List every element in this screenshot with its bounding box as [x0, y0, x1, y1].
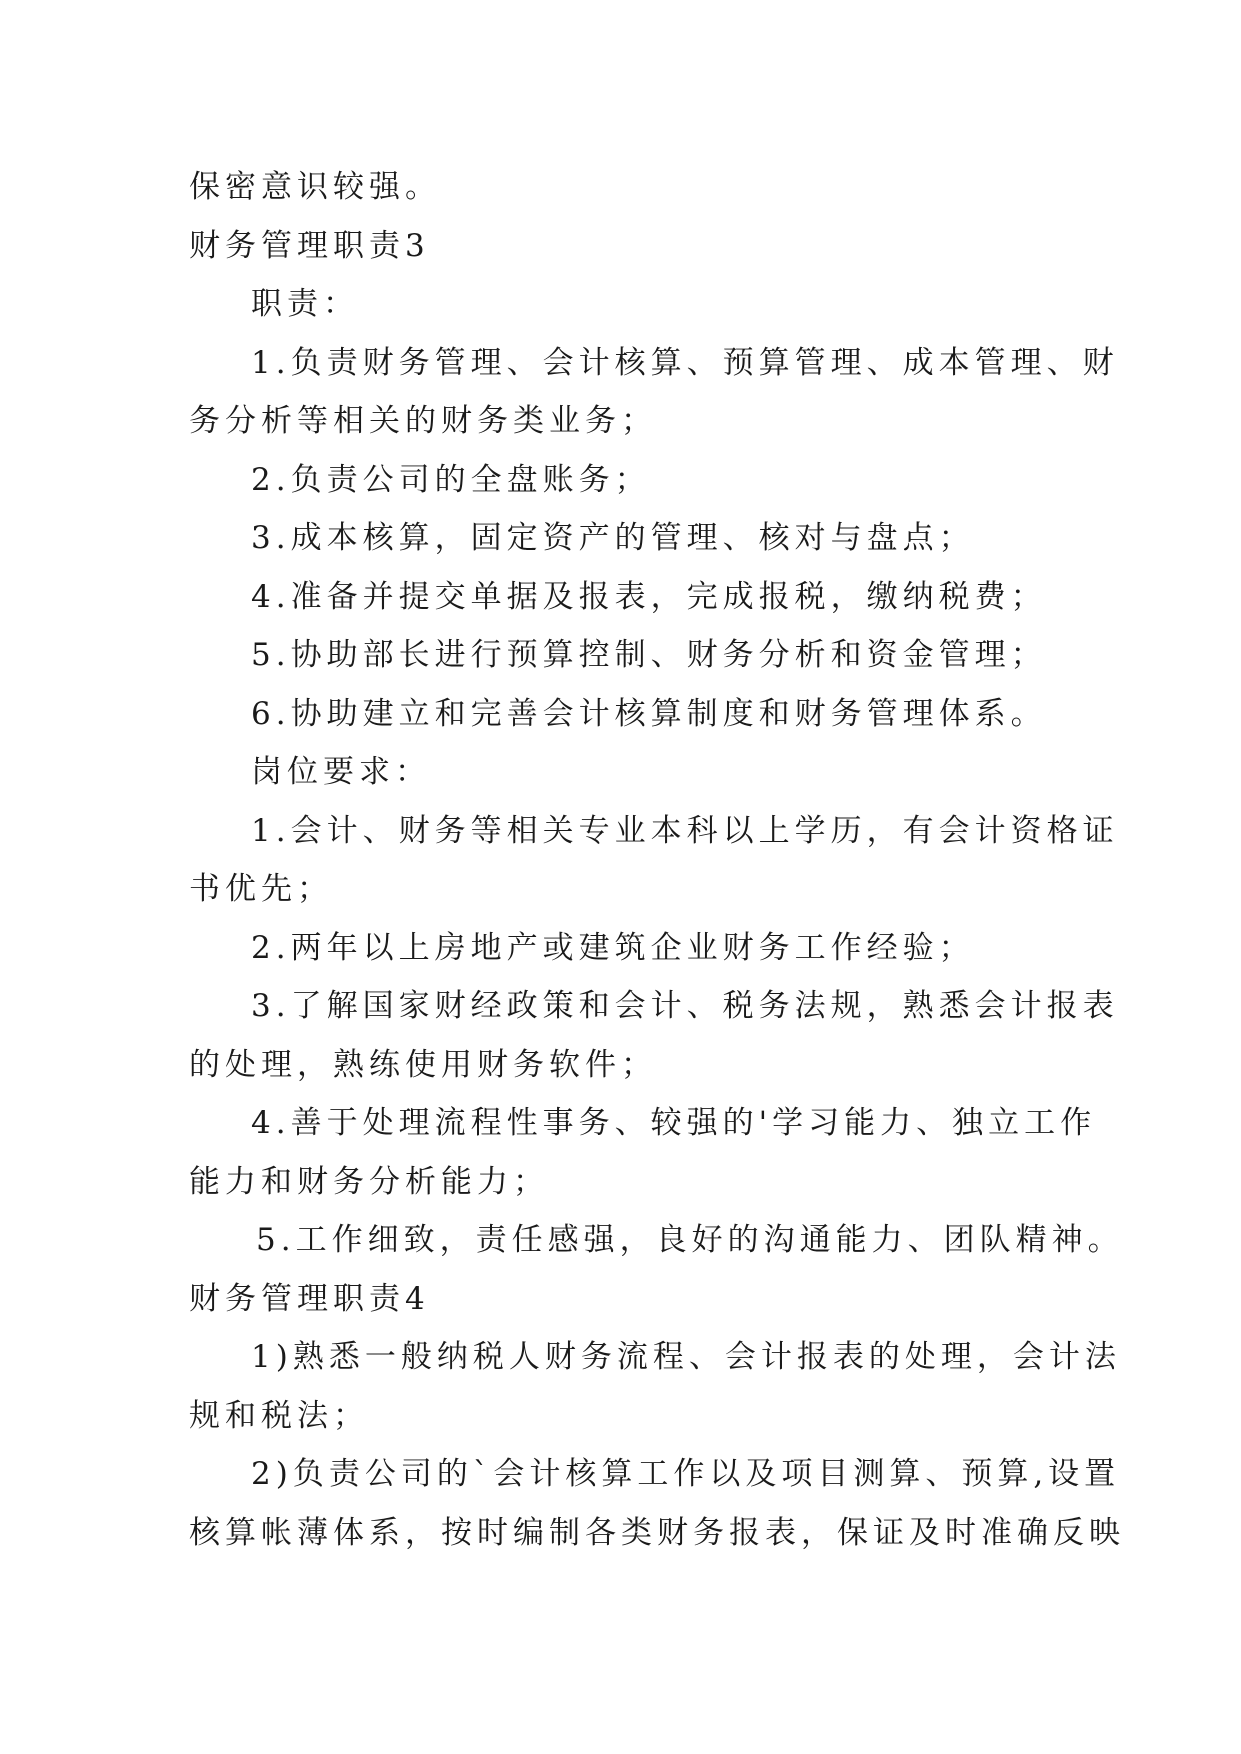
list-item: 4.善于处理流程性事务、较强的'学习能力、独立工作	[251, 1105, 1097, 1141]
list-item: 1)熟悉一般纳税人财务流程、会计报表的处理，会计法	[251, 1339, 1121, 1375]
list-item: 3.了解国家财经政策和会计、税务法规，熟悉会计报表	[251, 988, 1119, 1024]
section-heading: 财务管理职责4	[189, 1280, 430, 1317]
list-item: 4.准备并提交单据及报表，完成报税，缴纳税费；	[251, 578, 1047, 615]
list-item-continuation: 书优先；	[189, 871, 333, 907]
document-body	[189, 158, 1125, 1562]
list-item-continuation: 能力和财务分析能力；	[189, 1163, 549, 1200]
list-item-continuation: 务分析等相关的财务类业务；	[189, 403, 657, 439]
list-item: 1.会计、财务等相关专业本科以上学历，有会计资格证	[251, 812, 1119, 849]
list-item: 2.负责公司的全盘账务；	[251, 461, 651, 498]
list-item-continuation: 规和税法；	[189, 1397, 369, 1434]
list-item-continuation: 核算帐薄体系，按时编制各类财务报表，保证及时准确反映	[189, 1514, 1125, 1551]
list-item-continuation: 的处理，熟练使用财务软件；	[189, 1046, 657, 1083]
subheading-duties: 职责：	[251, 286, 359, 322]
list-item: 5.协助部长进行预算控制、财务分析和资金管理；	[251, 637, 1047, 673]
section-heading: 财务管理职责3	[189, 227, 430, 264]
list-item: 3.成本核算，固定资产的管理、核对与盘点；	[251, 520, 975, 556]
list-item: 2)负责公司的`会计核算工作以及项目测算、预算,设置	[251, 1456, 1121, 1492]
list-item: 2.两年以上房地产或建筑企业财务工作经验；	[251, 929, 975, 966]
subheading-requirements: 岗位要求：	[251, 754, 431, 790]
list-item: 5.工作细致，责任感强，良好的沟通能力、团队精神。	[256, 1222, 1124, 1258]
list-item: 1.负责财务管理、会计核算、预算管理、成本管理、财	[251, 344, 1119, 381]
list-item: 6.协助建立和完善会计核算制度和财务管理体系。	[251, 695, 1047, 732]
paragraph-line: 保密意识较强。	[189, 169, 441, 205]
